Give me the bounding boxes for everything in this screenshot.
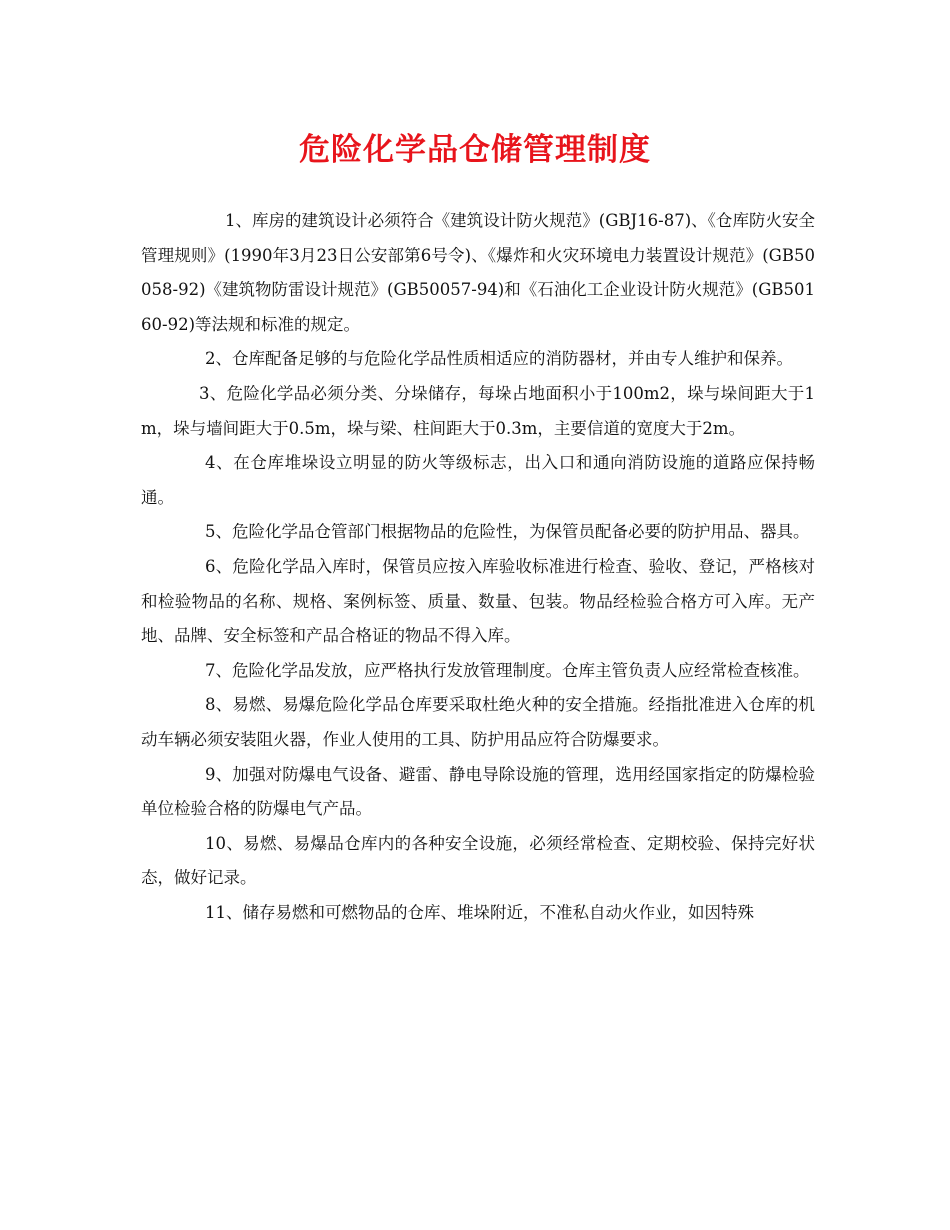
- paragraph-8: 8、易燃、易爆危险化学品仓库要采取杜绝火种的安全措施。经指批准进入仓库的机动车辆必须安装阻火器，作业人使用的工具、防护用品应符合防爆要求。: [141, 695, 815, 749]
- paragraph-11: 11、储存易燃和可燃物品的仓库、堆垛附近，不准私自动火作业，如因特殊: [205, 902, 754, 922]
- paragraph-5: 5、危险化学品仓管部门根据物品的危险性，为保管员配备必要的防护用品、器具。: [205, 522, 810, 542]
- paragraph-3: 3、危险化学品必须分类、分垛储存，每垛占地面积小于100m2，垛与垛间距大于1m，垛与墙间距大于0.5m，垛与梁、柱间距大于0.3m，主要信道的宽度大于2m。: [141, 383, 815, 438]
- paragraph-10: 10、易燃、易爆品仓库内的各种安全设施，必须经常检查、定期校验、保持完好状态，做好记录。: [141, 833, 815, 888]
- paragraph-6: 6、危险化学品入库时，保管员应按入库验收标准进行检查、验收、登记，严格核对和检验物品的名称、规格、案例标签、质量、数量、包装。物品经检验合格方可入库。无产地、品牌、安全标签和产品合格证的物品不得入库。: [141, 556, 815, 646]
- document-body: [141, 204, 815, 930]
- paragraph-4: 4、在仓库堆垛设立明显的防火等级标志，出入口和通向消防设施的道路应保持畅通。: [141, 453, 815, 507]
- paragraph-1: 1、库房的建筑设计必须符合《建筑设计防火规范》(GBJ16-87)、《仓库防火安全管理规则》(1990年3月23日公安部第6号令)、《爆炸和火灾环境电力装置设计规范》(GB50058-92)《建筑物防雷设计规范》(GB50057-94)和《石油化工企业设计防火规范》(GB50160-92)等法规和标准的规定。: [141, 211, 815, 334]
- paragraph-9: 9、加强对防爆电气设备、避雷、静电导除设施的管理，选用经国家指定的防爆检验单位检验合格的防爆电气产品。: [141, 764, 815, 819]
- document-title: 危险化学品仓储管理制度: [299, 132, 651, 168]
- paragraph-2: 2、仓库配备足够的与危险化学品性质相适应的消防器材，并由专人维护和保养。: [205, 349, 793, 369]
- paragraph-7: 7、危险化学品发放，应严格执行发放管理制度。仓库主管负责人应经常检查核准。: [205, 660, 810, 680]
